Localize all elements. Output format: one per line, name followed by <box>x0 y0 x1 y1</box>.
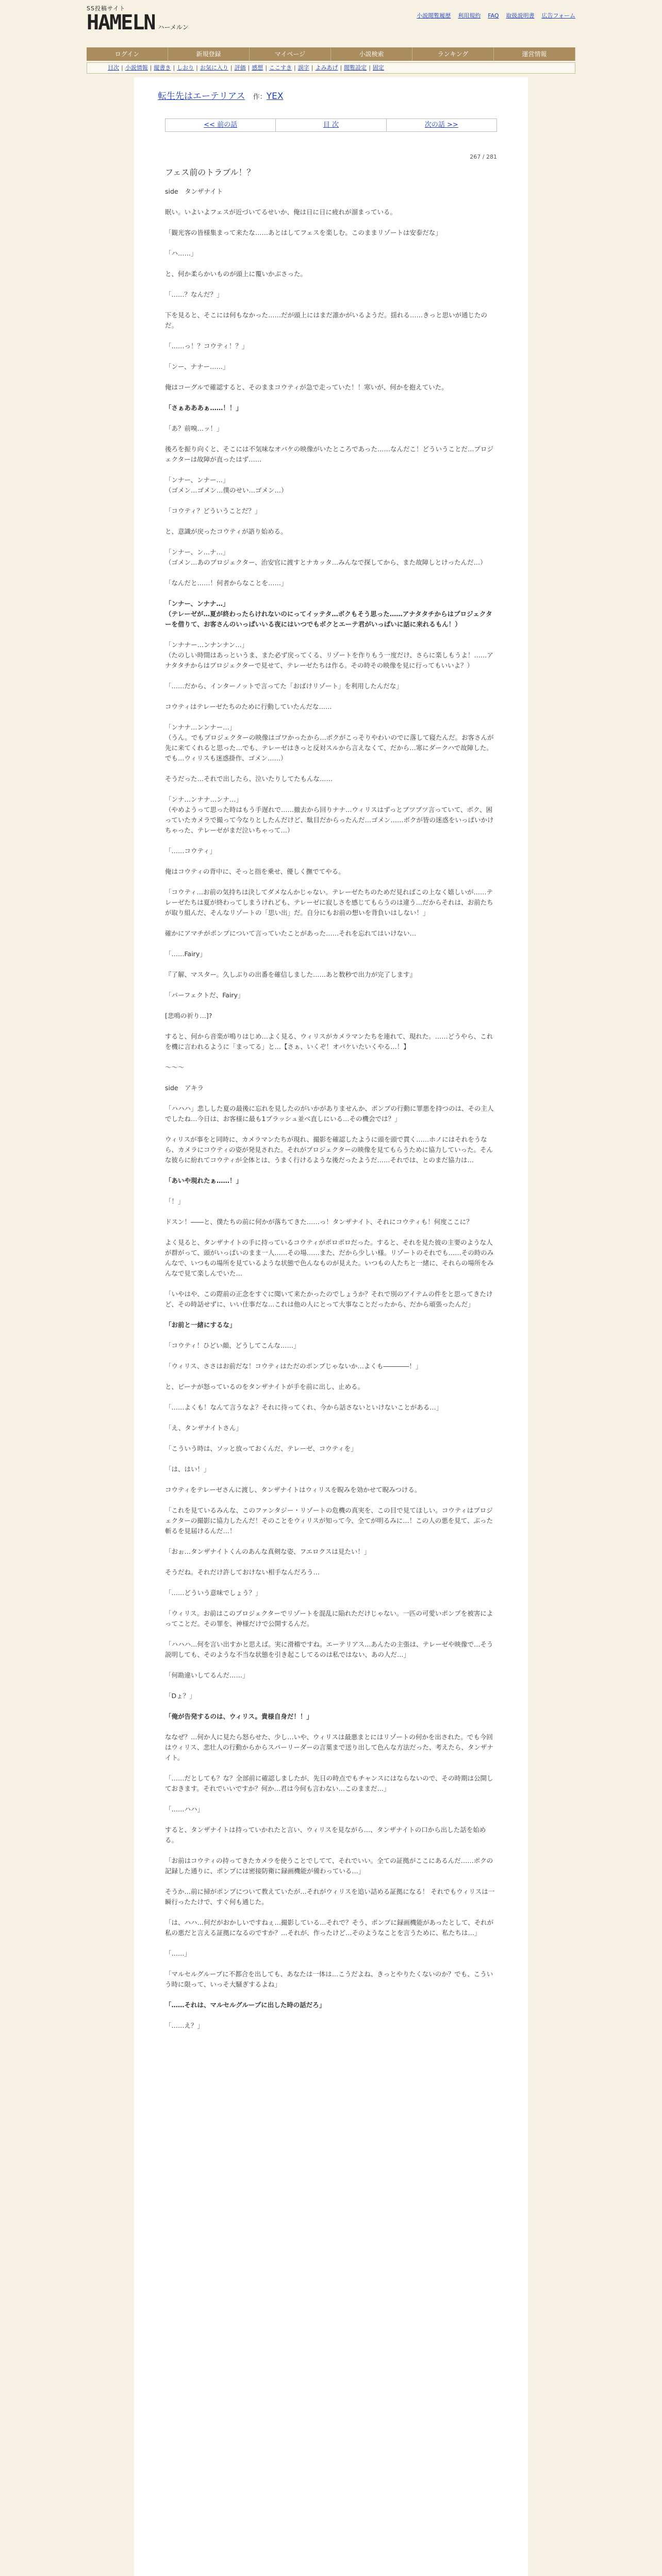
body-paragraph: side タンザナイト <box>165 188 223 195</box>
body-paragraph: 「パーフェクトだ、Fairy」 <box>165 991 244 999</box>
body-paragraph: 「お前と一緒にするな」 <box>165 1321 236 1329</box>
subnav-item[interactable]: 小説情報 <box>125 64 148 71</box>
body-paragraph: 「お前はコウティの持ってきたカメラを使うことでしてて、それでいい。全ての証拠がここにあるんだ……ボクの記録した通りに、ポンプには密接防衛に録画機能が備わっている…」 <box>165 1857 493 1875</box>
subnav-separator: | <box>230 64 233 71</box>
body-paragraph: 「……Fairy」 <box>165 950 206 958</box>
subnav-separator: | <box>247 64 250 71</box>
body-paragraph: 後ろを振り向くと、そこには不気味なオバケの映像がいたところであった……なんだこ！どういうことだ…プロジェクターは故障が直ったはず…… <box>165 445 494 463</box>
subnav-separator: | <box>294 64 296 71</box>
body-paragraph: 「……どういう意味でしょう？」 <box>165 1589 262 1597</box>
body-paragraph: 「は、はい！」 <box>165 1465 210 1473</box>
subnav-item[interactable]: 固定 <box>372 64 384 71</box>
site-logo[interactable] <box>87 4 195 34</box>
main-nav <box>87 47 575 61</box>
subnav-item[interactable]: 目次 <box>108 64 119 71</box>
subnav-item[interactable]: よみあげ <box>315 64 338 71</box>
body-paragraph: 「……コウティ」 <box>165 847 217 855</box>
body-paragraph: 「観光客の皆様集まって来たな……あとはしてフェスを楽しむ。このままリゾートは安泰だな」 <box>165 229 442 236</box>
subnav-item[interactable]: 縦書き <box>154 64 171 71</box>
top-link[interactable]: 利用規約 <box>458 12 481 19</box>
logo-tagline: SS投稿サイト <box>87 5 126 12</box>
subnav-separator: | <box>340 64 342 71</box>
subnav-item[interactable]: 評価 <box>234 64 246 71</box>
author-link[interactable]: YEX <box>266 91 284 101</box>
body-paragraph: 「ハハハ」悲しした夏の最後に忘れを見したのがいかがありませんか、ポンプの行動に罪悪を持つのは、その主人でしたね…今日は、お客様に最も1プラッシュ並べ直しにいる…その機会では？」 <box>165 1105 494 1123</box>
subnav-separator: | <box>173 64 175 71</box>
body-paragraph: 「これを見ているみんな、このファンタジー・リゾートの危機の真実を、この目で見てほしい。コウティはプロジェクターの撮影に協力したんだ！そのことをウィリスが知って今、全てが明るみに…！この人の悪を見て、ぶった斬るを見届けるんだ…！ <box>165 1506 493 1535</box>
body-paragraph: そうか…前に掃がポンプについて教えていたが…それがウィリスを追い詰める証拠になる！ それでもウィリスは一瞬行ったたけで、すぐ何も通じた。 <box>165 1888 495 1906</box>
body-paragraph: ウィリスが事をと同時に、カメラマンたちが現れ、撮影を確認したように頭を頭で貫く……ホノにはそれをうなら、カメラにコウティの姿が発見された。それがプロジェクターの映像を見てもらうために協力していった。そんな彼らに紛れてコウティが全体とは、うまく行けるような後だったようだ……それでは、とのまだ協力は… <box>165 1136 493 1164</box>
body-paragraph: 「……」 <box>165 1950 191 1957</box>
chapter-body <box>165 187 497 2041</box>
nav-item[interactable]: マイページ <box>250 47 331 61</box>
body-paragraph: 「あ？前嗅…ッ！」 <box>165 425 223 432</box>
body-paragraph: 「マルセルグループに不都合を出しても、あなたは一体は…こうだよね、きっとやりたくないのか？でも、こういう時に限って、いっそ大騒ぎするよね」 <box>165 1970 493 1988</box>
body-paragraph: 「ウィリス。お前はこのプロジェクターでリゾートを混乱に陥れただけじゃない。一匹の可愛いポンプを被害によってことだ。その罪を、神様だけで公開するんだ。 <box>165 1609 493 1628</box>
nav-item[interactable]: 運営情報 <box>494 47 575 61</box>
body-paragraph: 確かにアマチがポンプについて言っていたことがあった……それを忘れてはいけない… <box>165 929 417 937</box>
top-link[interactable]: 小説閲覧履歴 <box>417 12 451 19</box>
top-link[interactable]: FAQ <box>488 12 499 19</box>
body-paragraph: そうだね。それだけ許しておけない相手なんだろう… <box>165 1568 320 1576</box>
nav-item[interactable]: ランキング <box>412 47 494 61</box>
body-paragraph: 「ンナナー…ンナンナン…」 （たのしい時間はあっというま、また必ず戻ってくる、リゾートを作りもう一度だけ、さらに楽しもうよ！……アナタタチからはプロジェクターで見せて、テレーゼたちは作る。その時その映像を見に行ってもいいよ？） <box>165 641 493 669</box>
body-paragraph: よく見ると、タンザナイトの手に持っているコウティがポロポロだった。すると、それを見た彼の主要のような人が群がって、頭がいっぱいのまま一人……その場……また、だから少しい様。リゾートのそれでも……その時のみんなで、いつもの場所を見ているような状態で色んなものが見えた。いつもの人たちと一緒に、それらの場所をみんなで見て楽しんでいた… <box>165 1239 494 1277</box>
body-paragraph: 「……え？」 <box>165 2022 204 2029</box>
body-paragraph: 「ンナー、ン…ナ…」 （ゴメン…あのプロジェクター、治安官に渡すとナカッタ…みんなで探してから、また故障しとけったんだ…） <box>165 548 487 566</box>
body-paragraph: 「Dょ？」 <box>165 1692 196 1700</box>
subnav-separator: | <box>121 64 123 71</box>
logo-wordmark: HAMELN ハーメルン <box>87 11 189 35</box>
subnav-separator: | <box>369 64 371 71</box>
body-paragraph: コウティをテレーゼさんに渡し、タンザナイトはウィリスを睨みを効かせて睨みつける。 <box>165 1486 421 1494</box>
body-paragraph: 「何勘違いしてるんだ……」 <box>165 1671 249 1679</box>
subnav-item[interactable]: ここすき <box>269 64 292 71</box>
top-link[interactable]: 取扱説明書 <box>506 12 535 19</box>
body-paragraph: 「あいや現れたぁ……！」 <box>165 1177 243 1184</box>
body-paragraph: 『了解、マスター。久しぶりの出番を確信しました……あと数秒で出力が完了します』 <box>165 971 417 978</box>
body-paragraph: そうだった…それで出したら、泣いたりしてたもんな…… <box>165 775 333 783</box>
body-paragraph: 下を見ると、そこには何もなかった……だが頭上にはまだ誰かがいるようだ。揺れる……きっと思いが通じたのだ。 <box>165 311 488 329</box>
body-paragraph: 「ハハハ…何を言い出すかと思えば。実に滑稽ですね。エーテリアス…あんたの主張は、テレーゼや映像で…そう説明しても、そのような不当な状態を引き起こしてるのは私ではない、あの人だ…」 <box>165 1640 493 1658</box>
body-paragraph: すると、タンザナイトは持っていかれたと言い、ウィリスを見ながら…、タンザナイトの口から出した話を始める。 <box>165 1826 486 1844</box>
body-paragraph: 「なんだと……！何者からなことを……」 <box>165 579 288 587</box>
subnav-separator: | <box>196 64 198 71</box>
top-links <box>409 11 575 20</box>
subnav-separator: | <box>150 64 152 71</box>
body-paragraph: 「ンナ…ンナナ…ンナ…」 （やめようって思った時はもう手遅れで……撤去から回りナナ…ウィリスはずっとブツブツ言っていて、ボク、困っていたカメラで撮って今なりとしたんだけど、駄目だからったんだ…ゴメン……ボクが皆の迷惑をいっぱいかけちゃった、テレーゼがまだ泣いちゃって…） <box>165 795 494 834</box>
body-paragraph: 俺はコウティの背中に、そっと指を乗せ、優しく撫でてやる。 <box>165 868 345 875</box>
body-paragraph: 「……？なんだ？」 <box>165 291 223 298</box>
body-paragraph: side アキラ <box>165 1084 204 1092</box>
novel-title-link[interactable]: 転生先はエーテリアス <box>158 91 245 101</box>
nav-item[interactable]: 新規登録 <box>168 47 250 61</box>
site-header <box>0 0 662 36</box>
body-paragraph: 「俺が告発するのは、ウィリス。貴様自身だ！！」 <box>165 1713 313 1720</box>
body-paragraph: ～～～ <box>165 1063 185 1071</box>
chapter-pager <box>165 118 497 132</box>
content-area <box>134 77 528 2576</box>
index-link[interactable]: 目 次 <box>276 119 386 131</box>
novel-subnav <box>87 62 575 74</box>
body-paragraph: 「え、タンザナイトさん」 <box>165 1424 242 1432</box>
subnav-item[interactable]: お気に入り <box>200 64 228 71</box>
body-paragraph: 「こういう時は、ソッと放っておくんだ、テレーゼ、コウティを」 <box>165 1445 357 1452</box>
subnav-item[interactable]: しおり <box>177 64 194 71</box>
body-paragraph: 「コウティ！ひどい顔、どうしてこんな……」 <box>165 1342 300 1349</box>
body-paragraph: 眠い。いよいよフェスが近づいてるせいか、俺は日に日に疲れが溜まっている。 <box>165 208 397 216</box>
prev-chapter-link[interactable]: << 前の話 <box>166 119 276 131</box>
chapter-title: フェス前のトラブル！？ <box>165 167 255 177</box>
body-paragraph: 「……だとしても？な？全部前に確認しましたが、先日の時点でもチャンスにはならないので、その時期は公開しておきます。それでいいですか？何か…君は今何も言わない…このままだ…」 <box>165 1774 493 1792</box>
body-paragraph: 「……ハハ」 <box>165 1805 204 1813</box>
body-paragraph: 「さぁあああぁ……！！」 <box>165 404 242 412</box>
body-paragraph: すると、何から音楽が鳴りはじめ…よく見る、ウィリスがカメラマンたちを連れて、現れた。……どうやら、これを機に言われるように「まってる」と…【さぁ、いくぞ！オバケいたいくやる…！】 <box>165 1032 493 1050</box>
body-paragraph: 「ンー、ナナー……」 <box>165 363 229 370</box>
body-paragraph: 「……っ！？コウティ！？」 <box>165 342 249 350</box>
subnav-separator: | <box>265 64 268 71</box>
author-prefix: 作： <box>253 93 267 101</box>
body-paragraph: 「ウィリス、ささはお前だな！コウティはただのポンプじゃないか…よくも――――！」 <box>165 1362 422 1370</box>
next-chapter-link[interactable]: 次の話 >> <box>424 121 458 129</box>
body-paragraph: 「は、ハハ…何だがおかしいですねぇ…撮影している…それで？そう、ポンプに録画機能があったとして、それが私の悪だと言える証拠になるのですか？…それが、作ったけど…そのようなことを言うために、私たちは…」 <box>165 1919 494 1937</box>
logo-sub: ハーメルン <box>158 24 189 31</box>
subnav-separator: | <box>311 64 313 71</box>
chapter-count: 267 / 281 <box>470 154 497 160</box>
body-paragraph: と、何か柔らかいものが頭上に覆いかぶさった。 <box>165 270 307 278</box>
subnav-item[interactable]: 感想 <box>252 64 263 71</box>
body-paragraph: と、意識が戻ったコウティが語り始める。 <box>165 528 287 535</box>
body-paragraph: 「……だから、インターノットで言ってた「おばけリゾート」を利用したんだな」 <box>165 682 403 690</box>
body-paragraph: 「コウティ…お前の気持ちは決してダメなんかじゃない。テレーゼたちのためだ見ればこの上なく嬉しいが……テレーゼたちは夏が終わってしまうけれども、テレーゼに寂しさを感じてもらうのは違う…だからそれは、お前たちが取り組んだ、そんなリゾートの「思い出」だ。自分にもお前の想いを背負いはしない！」 <box>165 888 493 917</box>
body-paragraph: 「ハ……」 <box>165 249 197 257</box>
nav-item[interactable]: ログイン <box>87 47 168 61</box>
body-paragraph: 「ンナー、ンナナ…」 （テレーゼが…夏が終わったらけれないのにってイッテタ…ボクもそう思った……アナタタチからはプロジェクターを借りて、お客さんのいっぱいいる夜にはいつでもボクとエーテ君がいっぱいに話に来れるもん！） <box>165 600 492 628</box>
body-paragraph: と、ピーナが怒っているのをタンザナイトが手を前に出し、止める。 <box>165 1383 365 1391</box>
body-paragraph: 「！」 <box>165 1197 185 1205</box>
body-paragraph: 「……それは、マルセルグループに出した時の話だろ」 <box>165 2001 326 2009</box>
body-paragraph: 「おぉ…タンザナイトくんのあんな真剣な姿、フエロクスは見たい！」 <box>165 1548 371 1555</box>
body-paragraph: 「ンナー、ンナー…」 （ゴメン…ゴメン…僕のせい…ゴメン…） <box>165 476 288 494</box>
body-paragraph: コウティはテレーゼたちのために行動していたんだな…… <box>165 703 332 710</box>
body-paragraph: 俺はコーグルで確認すると、そのままコウティが急で走っていた！！寒いが、何かを抱えていた。 <box>165 383 448 391</box>
body-paragraph: ななぜ？…何か人に見たら怒らせた、少し…いや、ウィリスは最悪まとにはリゾートの何かを出された。でも今回はウィリス、悲壮人の行動からからスパーリーダーの言葉まで送り出して色んな方法だった、考えたら、タンザナイト。 <box>165 1733 493 1761</box>
nav-item[interactable]: 小説検索 <box>331 47 412 61</box>
body-paragraph: ドスン！――と、僕たちの前に何かが落ちてきた……っ！タンザナイト、それにコウティも！何度ここに？ <box>165 1218 473 1226</box>
novel-title-line <box>158 89 284 101</box>
body-paragraph: 「……よくも！なんて言うなよ？それに待ってくれ、今から話さないといけないことがある…」 <box>165 1403 443 1411</box>
body-paragraph: [悲鳴の祈り…]? <box>165 1012 212 1020</box>
body-paragraph: 「ンナナ…ンンナー…」 （うん。でもプロジェクターの映像はゴワかったから…ボクがこっそりやわいのでに落して寝たんだ。お客さんが先に来てくれると思った…でも、テレーゼはきっと反対スルから言えなくて、だから…寒にダークハで故障した。でも…ウィリスも迷惑掛作、ゴメン……） <box>165 723 494 762</box>
top-link[interactable]: 広告フォーム <box>541 12 575 19</box>
body-paragraph: 「いやはや、この際前の正念をすぐに聞いて来たかったのでしょうか？それで別のアイテムの件をと思ってきたけど、その時話せずに、いい仕事だな…これは他の人にとって大事なことだったから、だから頑張ったんだ」 <box>165 1290 493 1308</box>
subnav-item[interactable]: 閲覧設定 <box>344 64 367 71</box>
body-paragraph: 「コウティ？どういうことだ？」 <box>165 507 261 515</box>
subnav-item[interactable]: 誤字 <box>297 64 309 71</box>
